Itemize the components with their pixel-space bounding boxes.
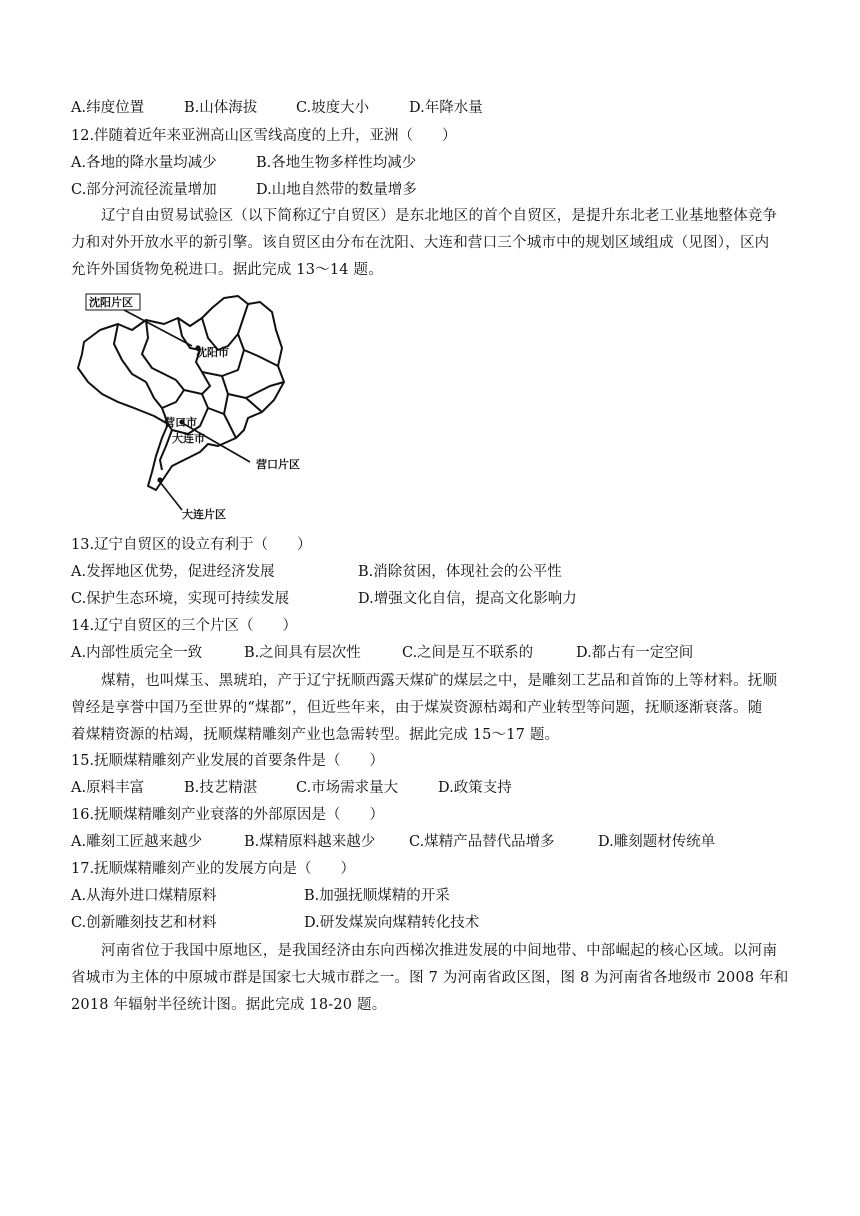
q16-stem: 16.抚顺煤精雕刻产业衰落的外部原因是（ ） (71, 807, 385, 823)
liaoning-ftz-map (72, 290, 334, 526)
passage-henan-line-1: 河南省位于我国中原地区，是我国经济由东向西梯次推进发展的中间地带、中部崛起的核心区域。以河南 (101, 943, 778, 959)
map-label-yingkou-city: 营口市 (164, 416, 197, 429)
q13-option-a: A.发挥地区优势，促进经济发展 (71, 564, 275, 580)
passage-liaoning-line-2: 力和对外开放水平的新引擎。该自贸区由分布在沈阳、大连和营口三个城市中的规划区域组成（见图），区内 (71, 235, 770, 251)
passage-coal-line-1: 煤精，也叫煤玉、黑琥珀，产于辽宁抚顺西露天煤矿的煤层之中，是雕刻工艺品和首饰的上等材料。抚顺 (101, 673, 778, 689)
q11-option-d: D.年降水量 (409, 100, 483, 116)
passage-coal (71, 668, 793, 749)
passage-henan-line-3: 2018 年辐射半径统计图。据此完成 18-20 题。 (71, 997, 387, 1013)
q13-option-d: D.增强文化自信，提高文化影响力 (358, 591, 577, 607)
q16-option-a: A.雕刻工匠越来越少 (71, 834, 203, 850)
q15-option-c: C.市场需求量大 (296, 780, 399, 796)
q13-stem: 13.辽宁自贸区的设立有利于（ ） (71, 537, 312, 553)
q12-option-c: C.部分河流径流量增加 (71, 182, 217, 198)
passage-henan-line-2: 省城市为主体的中原城市群是国家七大城市群之一。图 7 为河南省政区图，图 8 为河南省各地级市 2008 年和 (71, 970, 789, 986)
map-label-shenyang-zone: 沈阳片区 (89, 296, 133, 309)
map-label-shenyang-city: 沈阳市 (196, 346, 229, 359)
map-label-yingkou-zone: 营口片区 (256, 458, 300, 471)
q13-option-b: B.消除贫困，体现社会的公平性 (358, 564, 562, 580)
map-label-dalian-zone: 大连片区 (182, 508, 226, 521)
q14-option-b: B.之间具有层次性 (244, 645, 361, 661)
q16-option-c: C.煤精产品替代品增多 (409, 834, 555, 850)
passage-liaoning-line-3: 允许外国货物免税进口。据此完成 13～14 题。 (71, 262, 383, 278)
q14-stem: 14.辽宁自贸区的三个片区（ ） (71, 618, 298, 634)
q14-option-d: D.都占有一定空间 (576, 645, 694, 661)
q12-option-d: D.山地自然带的数量增多 (256, 182, 417, 198)
q12-option-b: B.各地生物多样性均减少 (256, 155, 417, 171)
q17-option-c: C.创新雕刻技艺和材料 (71, 915, 217, 931)
q17-stem: 17.抚顺煤精雕刻产业的发展方向是（ ） (71, 861, 356, 877)
passage-liaoning (71, 203, 793, 284)
q15-stem: 15.抚顺煤精雕刻产业发展的首要条件是（ ） (71, 753, 385, 769)
q16-option-d: D.雕刻题材传统单 (598, 834, 716, 850)
passage-coal-line-2: 曾经是享誉中国乃至世界的“煤都”，但近些年来，由于煤炭资源枯竭和产业转型等问题，抚顺逐渐衰落。随 (71, 700, 763, 716)
q11-option-a: A.纬度位置 (71, 100, 145, 116)
passage-liaoning-line-1: 辽宁自由贸易试验区（以下简称辽宁自贸区）是东北地区的首个自贸区，是提升东北老工业基地整体竞争 (101, 208, 778, 224)
q17-option-d: D.研发煤炭向煤精转化技术 (304, 915, 480, 931)
passage-henan (71, 938, 793, 1019)
q14-option-a: A.内部性质完全一致 (71, 645, 203, 661)
q12-option-a: A.各地的降水量均减少 (71, 155, 217, 171)
q11-option-c: C.坡度大小 (296, 100, 370, 116)
q13-option-c: C.保护生态环境，实现可持续发展 (71, 591, 290, 607)
q11-option-b: B.山体海拔 (184, 100, 258, 116)
q17-option-b: B.加强抚顺煤精的开采 (304, 888, 450, 904)
q15-option-b: B.技艺精湛 (184, 780, 258, 796)
q14-option-c: C.之间是互不联系的 (402, 645, 534, 661)
q15-option-d: D.政策支持 (438, 780, 512, 796)
q17-option-a: A.从海外进口煤精原料 (71, 888, 217, 904)
passage-coal-line-3: 着煤精资源的枯竭，抚顺煤精雕刻产业也急需转型。据此完成 15～17 题。 (71, 727, 560, 743)
q15-option-a: A.原料丰富 (71, 780, 145, 796)
q16-option-b: B.煤精原料越来越少 (244, 834, 376, 850)
q12-stem: 12.伴随着近年来亚洲高山区雪线高度的上升，亚洲（ ） (71, 128, 457, 144)
map-label-dalian-city: 大连市 (172, 432, 205, 445)
